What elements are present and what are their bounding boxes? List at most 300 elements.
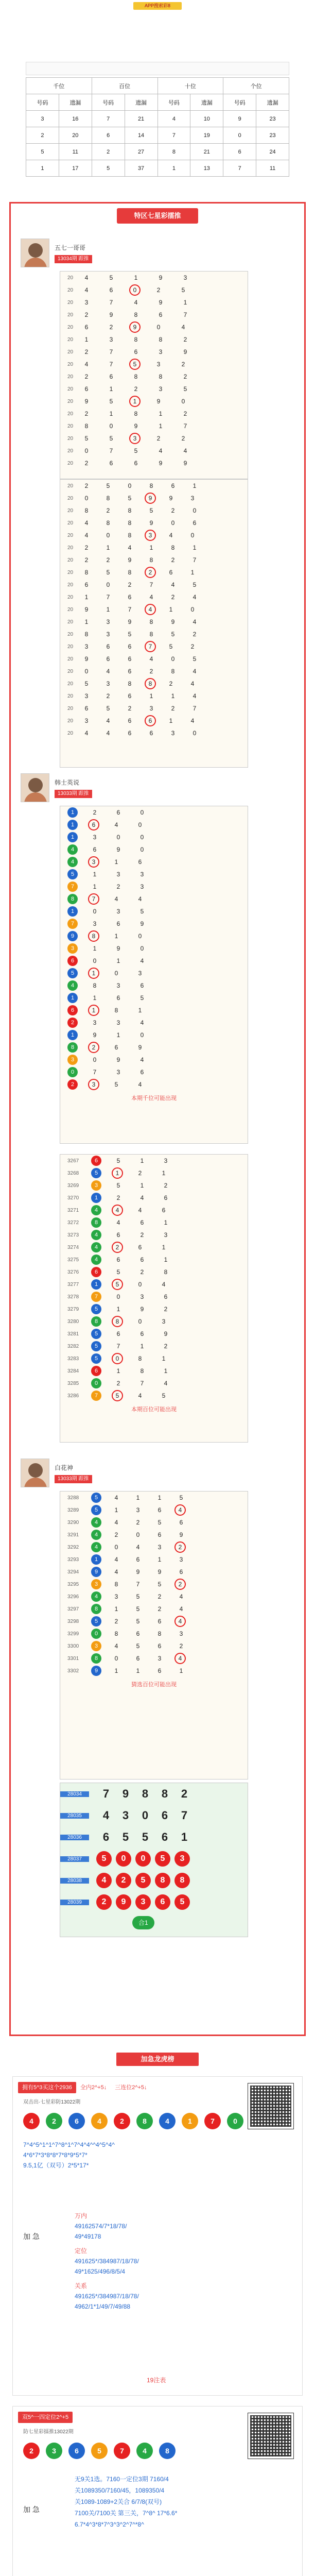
trend-number: 0 — [138, 821, 142, 828]
trend-number: 7 — [136, 1581, 140, 1588]
trend-number: 6 — [128, 643, 132, 650]
hint-line: 9.5,1亿（双号）2*5*17* — [23, 2162, 89, 2169]
trend-number: 0 — [84, 447, 89, 454]
trend-number: 2 — [171, 594, 175, 601]
trend-number: 9 — [183, 348, 187, 355]
trend-number: 7 — [93, 1069, 97, 1076]
lottery-ball: 2 — [114, 2113, 130, 2129]
trend-number: 1 — [116, 957, 120, 964]
trend-number: 6 — [164, 1194, 168, 1201]
trend-row — [60, 529, 248, 541]
period-label: 20 — [67, 643, 74, 650]
trend-number: 8 — [134, 373, 138, 380]
stats-cell: 20 — [59, 127, 92, 144]
circled-number: 1 — [112, 1167, 123, 1179]
trend-number: 2 — [156, 435, 161, 442]
trend-number: 1 — [93, 883, 97, 890]
avatar — [21, 239, 49, 267]
trend-number: 4 — [171, 581, 175, 588]
trend-number: 0 — [138, 933, 142, 940]
trend-number: 5 — [171, 631, 175, 638]
period-label: 3292 — [67, 1544, 79, 1550]
trend-number: 6 — [84, 581, 89, 588]
trend-number: 2 — [140, 1268, 144, 1276]
group-header: 千位 — [26, 78, 92, 94]
trend-number: 8 — [157, 1630, 162, 1637]
period-label: 20 — [67, 324, 74, 330]
stats-cell: 24 — [256, 144, 289, 160]
trend-number: 1 — [183, 299, 187, 306]
trend-number: 9 — [157, 1568, 162, 1575]
trend-number: 5 — [106, 705, 110, 712]
trend-number: 6 — [128, 594, 132, 601]
trend-number: 0 — [138, 1318, 142, 1325]
period-label: 3272 — [67, 1219, 79, 1226]
trend-number: 5 — [136, 1642, 140, 1650]
number-ball: 5 — [91, 1304, 101, 1314]
trend-number: 1 — [169, 606, 173, 613]
combo-value: 49*49178 — [75, 2233, 101, 2240]
trend-number: 9 — [183, 460, 187, 467]
trend-row — [60, 432, 248, 445]
period-label: 20 — [67, 520, 74, 526]
panel-footer: 合1 — [132, 1916, 154, 1929]
trend-number: 8 — [174, 1873, 190, 1888]
trend-number: 6 — [134, 348, 138, 355]
period-label: 3285 — [67, 1380, 79, 1386]
combo-value: 49162574/7*18/78/ — [75, 2223, 127, 2230]
trend-number: 0 — [116, 834, 120, 841]
trend-number: 8 — [128, 532, 132, 539]
hint-line: 7100关/7100关 第三关，7^8^ 17*6.6* — [75, 2510, 178, 2517]
trend-number: 8 — [84, 422, 89, 430]
trend-number: 1 — [114, 933, 118, 940]
trend-row — [60, 1179, 248, 1192]
trend-number: 1 — [114, 858, 118, 866]
circled-number: 5 — [112, 1390, 123, 1401]
trend-row — [60, 1328, 248, 1340]
trend-row — [60, 942, 248, 955]
trend-number: 3 — [190, 495, 195, 502]
period-label: 3276 — [67, 1269, 79, 1275]
period-label: 20 — [67, 275, 74, 281]
period-label: 20 — [67, 681, 74, 687]
trend-row — [60, 541, 248, 554]
trend-number: 1 — [116, 1367, 120, 1375]
trend-number: 9 — [93, 1031, 97, 1039]
trend-number: 2 — [93, 809, 97, 816]
trend-number: 8 — [84, 507, 89, 514]
trend-number: 6 — [136, 1630, 140, 1637]
trend-number: 6 — [169, 569, 173, 576]
circled-number: 4 — [112, 1205, 123, 1216]
trend-number: 4 — [183, 447, 187, 454]
trend-number: 2 — [128, 581, 132, 588]
trend-number: 6 — [140, 982, 144, 989]
trend-number: 3 — [114, 1593, 118, 1600]
trend-row — [60, 1628, 248, 1640]
stats-cell: 17 — [59, 160, 92, 177]
circled-number: 1 — [129, 396, 141, 407]
trend-number: 3 — [179, 1630, 183, 1637]
trend-number: 4 — [138, 895, 142, 903]
trend-number: 1 — [109, 410, 113, 417]
trend-number: 3 — [159, 348, 163, 355]
group-header: 个位 — [223, 78, 289, 94]
number-ball: 4 — [91, 1255, 101, 1265]
sub-header: 遗漏 — [59, 94, 92, 111]
trend-number: 0 — [190, 606, 195, 613]
trend-number: 6 — [109, 373, 113, 380]
trend-number: 8 — [128, 507, 132, 514]
trend-number: 2 — [84, 348, 89, 355]
trend-number: 5 — [192, 581, 197, 588]
trend-row — [60, 905, 248, 918]
trend-number: 8 — [159, 336, 163, 343]
stats-row — [26, 111, 289, 127]
trend-number: 5 — [140, 908, 144, 915]
trend-chart-image-6 — [60, 1783, 248, 1937]
trend-number: 3 — [174, 1851, 190, 1867]
period-label: 20 — [67, 336, 74, 343]
circled-number: 1 — [88, 968, 99, 979]
trend-number: 3 — [122, 1809, 129, 1822]
stats-cell: 14 — [125, 127, 157, 144]
trend-row — [60, 346, 248, 358]
trend-number: 2 — [106, 692, 110, 700]
trend-number: 2 — [171, 705, 175, 712]
trend-number: 8 — [128, 519, 132, 527]
trend-number: 6 — [116, 809, 120, 816]
stats-cell: 7 — [223, 160, 256, 177]
number-ball: 9 — [67, 931, 78, 941]
trend-number: 6 — [164, 1293, 168, 1300]
trend-row — [60, 843, 248, 856]
hint-line: 关1089350/7160/45，1089350/4 — [75, 2487, 165, 2494]
circled-number: 5 — [112, 1279, 123, 1290]
trend-number: 2 — [106, 507, 110, 514]
qr-code[interactable] — [248, 2413, 294, 2459]
number-ball: 1 — [67, 832, 78, 842]
circled-number: 7 — [88, 893, 99, 905]
period-label: 20 — [67, 656, 74, 662]
trend-number: 9 — [140, 1306, 144, 1313]
forecast-card-1 — [12, 2076, 303, 2396]
trend-number: 7 — [109, 299, 113, 306]
trend-number: 6 — [134, 460, 138, 467]
trend-row — [60, 296, 248, 309]
circled-number: 8 — [145, 678, 156, 689]
number-ball: 4 — [91, 1591, 101, 1602]
period-label: 20 — [67, 398, 74, 404]
trend-number: 2 — [136, 1519, 140, 1526]
trend-number: 4 — [84, 519, 89, 527]
trend-number: 1 — [162, 1244, 166, 1251]
trend-number: 6 — [140, 1219, 144, 1226]
trend-number: 9 — [134, 422, 138, 430]
period-label: 3267 — [67, 1158, 79, 1164]
period-label: 3289 — [67, 1507, 79, 1513]
stats-cell: 19 — [190, 127, 223, 144]
trend-number: 3 — [84, 299, 89, 306]
section-banner: 特区七星彩擂推 — [117, 208, 198, 224]
trend-number: 7 — [109, 447, 113, 454]
trend-number: 6 — [159, 311, 163, 318]
stats-cell: 6 — [223, 144, 256, 160]
trend-number: 8 — [134, 311, 138, 318]
trend-number: 2 — [128, 705, 132, 712]
number-ball: 4 — [91, 1230, 101, 1240]
trend-number: 2 — [96, 1894, 112, 1910]
trend-number: 9 — [159, 460, 163, 467]
combo-label: 万内 — [75, 2212, 87, 2219]
trend-number: 0 — [84, 668, 89, 675]
trend-row — [60, 566, 248, 579]
trend-number: 6 — [84, 324, 89, 331]
trend-number: 7 — [102, 1787, 110, 1800]
period-label: 3291 — [67, 1532, 79, 1538]
trend-number: 3 — [159, 385, 163, 393]
group-header: 百位 — [92, 78, 157, 94]
number-ball: 6 — [67, 956, 78, 966]
trend-number: 1 — [93, 945, 97, 952]
trend-number: 8 — [114, 1630, 118, 1637]
number-ball: 0 — [91, 1378, 101, 1388]
trend-number: 3 — [135, 1894, 151, 1910]
trend-row — [60, 1553, 248, 1566]
period-label: 20 — [67, 582, 74, 588]
trend-number: 3 — [93, 1019, 97, 1026]
number-ball: 2 — [67, 1018, 78, 1028]
trend-number: 4 — [102, 1809, 110, 1822]
card-title-right: 三连位2^+5↓ — [115, 2084, 147, 2091]
trend-number: 6 — [128, 717, 132, 724]
trend-number: 6 — [106, 655, 110, 663]
stats-cell: 1 — [157, 160, 190, 177]
trend-number: 8 — [106, 519, 110, 527]
sub-header: 遗漏 — [256, 94, 289, 111]
lottery-ball: 7 — [204, 2113, 221, 2129]
trend-number: 2 — [116, 1380, 120, 1387]
trend-number: 4 — [149, 655, 153, 663]
trend-row — [60, 628, 248, 640]
circled-number: 3 — [129, 433, 141, 444]
period-label: 28039 — [60, 1900, 89, 1905]
period-label: 20 — [67, 532, 74, 538]
period-label: 3296 — [67, 1594, 79, 1600]
trend-number: 6 — [157, 1667, 162, 1674]
trend-number: 8 — [149, 482, 153, 489]
trend-number: 6 — [116, 1231, 120, 1239]
trend-number: 8 — [161, 1787, 168, 1800]
forecast-card-2 — [12, 2406, 303, 2576]
trend-number: 9 — [159, 274, 163, 281]
trend-row — [60, 1377, 248, 1389]
trend-row — [60, 420, 248, 432]
trend-number: 8 — [159, 373, 163, 380]
trend-number: 5 — [84, 435, 89, 442]
trend-row — [60, 333, 248, 346]
trend-number: 6 — [138, 858, 142, 866]
trend-number: 4 — [128, 544, 132, 551]
trend-row — [60, 1253, 248, 1266]
circled-number: 0 — [112, 1353, 123, 1364]
period-label: 28034 — [60, 1791, 89, 1797]
period-label: 20 — [67, 606, 74, 613]
stats-cell: 9 — [223, 111, 256, 127]
trend-number: 0 — [142, 1809, 149, 1822]
period-label: 3277 — [67, 1281, 79, 1287]
trend-row — [60, 1603, 248, 1615]
circled-number: 3 — [88, 1079, 99, 1090]
trend-number: 4 — [84, 532, 89, 539]
trend-number: 2 — [164, 1182, 168, 1189]
trend-number: 1 — [157, 1556, 162, 1563]
period-label: 20 — [67, 435, 74, 442]
trend-chart-image-3 — [60, 806, 248, 1144]
card-title: 拥有5^3买这个2936 — [18, 2082, 76, 2093]
trend-number: 5 — [174, 1894, 190, 1910]
trend-number: 5 — [106, 482, 110, 489]
number-ball: 1 — [91, 1554, 101, 1565]
trend-number: 8 — [149, 556, 153, 564]
trend-row — [60, 1029, 248, 1041]
period-label: 28035 — [60, 1813, 89, 1819]
period-label: 20 — [67, 423, 74, 429]
trend-number: 3 — [179, 1556, 183, 1563]
number-ball: 1 — [67, 1030, 78, 1040]
trend-number: 4 — [116, 1219, 120, 1226]
trend-number: 5 — [140, 994, 144, 1002]
trend-number: 5 — [134, 447, 138, 454]
combo-value: 4962/1*1/49/7/49/88 — [75, 2303, 131, 2310]
lottery-ball: 2 — [23, 2443, 40, 2459]
author-name: 五七一哥哥 — [55, 244, 86, 251]
trend-number: 9 — [179, 1531, 183, 1538]
trend-row — [60, 1229, 248, 1241]
trend-number: 4 — [138, 1392, 142, 1399]
trend-number: 0 — [171, 655, 175, 663]
trend-row — [60, 480, 248, 492]
trend-number: 6 — [149, 730, 153, 737]
trend-number: 3 — [116, 1019, 120, 1026]
trend-number: 6 — [116, 920, 120, 927]
number-ball: 7 — [67, 919, 78, 929]
stats-cell: 23 — [256, 111, 289, 127]
trend-row — [60, 321, 248, 333]
trend-number: 3 — [106, 631, 110, 638]
trend-number: 6 — [140, 1330, 144, 1337]
trend-number: 6 — [140, 1256, 144, 1263]
trend-number: 7 — [128, 606, 132, 613]
trend-row — [60, 1315, 248, 1328]
trend-row — [60, 504, 248, 517]
trend-number: 2 — [183, 373, 187, 380]
number-ball: 5 — [91, 1329, 101, 1339]
circled-number: 6 — [88, 819, 99, 831]
trend-number: 1 — [93, 871, 97, 878]
trend-number: 5 — [155, 1851, 170, 1867]
stats-cell: 13 — [190, 160, 223, 177]
period-label: 3293 — [67, 1556, 79, 1563]
stats-row — [26, 160, 289, 177]
qr-code[interactable] — [248, 2083, 294, 2129]
trend-number: 6 — [157, 1618, 162, 1625]
trend-number: 1 — [190, 569, 195, 576]
trend-number: 5 — [128, 631, 132, 638]
lottery-ball: 6 — [68, 2113, 85, 2129]
trend-number: 3 — [164, 1231, 168, 1239]
combo-value: 491625*/384987/18/78/ — [75, 2293, 139, 2300]
trend-number: 0 — [135, 1851, 151, 1867]
trend-number: 4 — [106, 730, 110, 737]
number-ball: 7 — [67, 882, 78, 892]
trend-number: 9 — [164, 1330, 168, 1337]
number-ball: 8 — [91, 1653, 101, 1664]
trend-number: 7 — [183, 311, 187, 318]
lottery-ball: 0 — [227, 2113, 243, 2129]
stats-cell: 11 — [256, 160, 289, 177]
trend-number: 3 — [157, 1544, 162, 1551]
period-label: 20 — [67, 287, 74, 293]
trend-number: 1 — [159, 422, 163, 430]
period-label: 20 — [67, 299, 74, 306]
trend-number: 9 — [116, 945, 120, 952]
period-label: 20 — [67, 631, 74, 637]
trend-number: 3 — [116, 908, 120, 915]
trend-number: 0 — [171, 519, 175, 527]
trend-row — [60, 383, 248, 395]
trend-number: 2 — [157, 1593, 162, 1600]
hint-line: 4*6*7*3*8*8*7*8*9*5*7* — [23, 2151, 87, 2159]
trend-number: 7 — [116, 1343, 120, 1350]
number-ball: 4 — [67, 980, 78, 991]
trend-row — [60, 819, 248, 831]
stats-cell: 7 — [157, 127, 190, 144]
trend-number: 2 — [84, 460, 89, 467]
trend-number: 3 — [93, 920, 97, 927]
trend-number: 1 — [116, 1031, 120, 1039]
trend-number: 9 — [109, 311, 113, 318]
period-label: 20 — [67, 361, 74, 367]
trend-number: 8 — [171, 544, 175, 551]
trend-number: 2 — [114, 1531, 118, 1538]
trend-number: 3 — [164, 1157, 168, 1164]
trend-number: 9 — [140, 920, 144, 927]
trend-number: 4 — [149, 594, 153, 601]
circled-number: 2 — [145, 567, 156, 578]
trend-number: 9 — [122, 1787, 129, 1800]
combo-value: 49*1625/496/8/5/4 — [75, 2268, 126, 2275]
app-search-badge[interactable]: APP搜索彩8 — [133, 2, 182, 10]
trend-number: 0 — [192, 730, 197, 737]
trend-number: 0 — [93, 957, 97, 964]
trend-number: 0 — [140, 834, 144, 841]
trend-number: 8 — [164, 1268, 168, 1276]
circled-number: 2 — [174, 1579, 186, 1590]
stats-cell: 1 — [26, 160, 59, 177]
trend-number: 3 — [171, 730, 175, 737]
trend-number: 6 — [157, 1506, 162, 1514]
period-label: 20 — [67, 668, 74, 674]
trend-number: 2 — [84, 311, 89, 318]
trend-number: 4 — [84, 730, 89, 737]
trend-number: 8 — [138, 1355, 142, 1362]
trend-number: 1 — [84, 336, 89, 343]
trend-chart-image-1 — [60, 271, 248, 479]
period-label: 3271 — [67, 1207, 79, 1213]
number-ball: 0 — [67, 1067, 78, 1077]
